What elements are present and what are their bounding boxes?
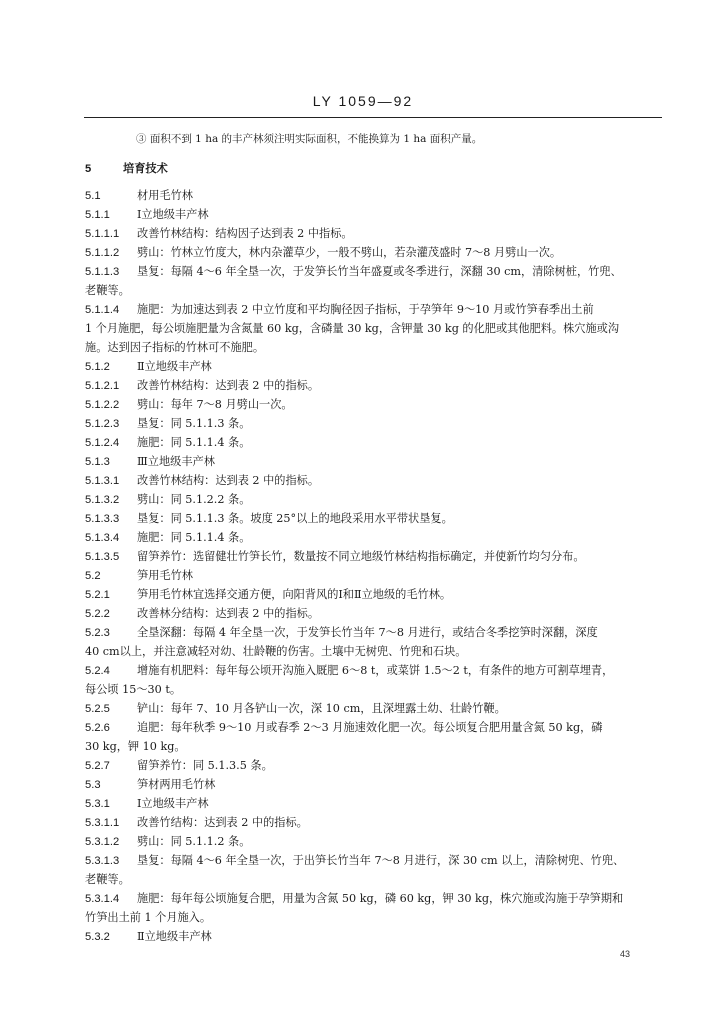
clause-line [85,547,657,566]
clause-line [85,433,657,452]
clause-text: 竹笋出土前 1 个月施入。 [85,911,212,924]
clause-text: 施肥：每年每公顷施复合肥，用量为含氮 50 kg，磷 60 kg，钾 30 kg，株穴施或沟施于孕笋期和 [137,892,624,905]
clause-number: 5.3.1.1 [85,817,120,829]
clause-line [85,832,657,851]
clause-text: 老鞭等。 [85,873,130,886]
clause-line [85,604,657,623]
clause-line [85,718,657,737]
clause-list [85,186,657,946]
clause-number: 5.1.1.2 [85,247,120,259]
clause-number: 5.1.1.3 [85,266,120,278]
clause-line [85,338,657,357]
clause-number: 5.2 [85,570,101,582]
clause-line [85,927,657,946]
clause-number: 5.3.1.3 [85,855,120,867]
clause-text: 施肥：为加速达到表 2 中立竹度和平均胸径因子指标，于孕笋年 9～10 月或竹笋春季出土前 [137,303,594,316]
clause-line [85,357,657,376]
clause-text: 1 个月施肥，每公顷施肥量为含氮量 60 kg，含磷量 30 kg，含钾量 30 kg 的化肥或其他肥料。株穴施或沟 [85,322,620,335]
clause-number: 5.1.3.3 [85,513,120,525]
clause-text: 劈山：同 5.1.1.2 条。 [137,835,251,848]
clause-line [85,661,657,680]
clause-line [85,205,657,224]
clause-line [85,642,657,661]
clause-text: 施肥：同 5.1.1.4 条。 [137,531,251,544]
clause-number: 5.2.4 [85,665,110,677]
clause-number: 5.2.1 [85,589,110,601]
clause-line [85,281,657,300]
clause-line [85,585,657,604]
clause-text: 材用毛竹林 [137,189,193,202]
clause-text: 老鞭等。 [85,284,130,297]
clause-number: 5.1.2.2 [85,399,120,411]
clause-number: 5.3.1 [85,798,110,810]
clause-text: 铲山：每年 7、10 月各铲山一次，深 10 cm，且深埋露土幼、壮龄竹鞭。 [137,702,506,715]
clause-line [85,851,657,870]
table-footnote: ③ 面积不到 1 ha 的丰产林须注明实际面积，不能换算为 1 ha 面积产量。 [136,133,483,145]
clause-line [85,794,657,813]
clause-text: 施肥：同 5.1.1.4 条。 [137,436,251,449]
clause-number: 5.1.2.3 [85,418,120,430]
clause-text: 笋用毛竹林宜选择交通方便，向阳背风的Ⅰ和Ⅱ立地级的毛竹林。 [137,588,452,601]
clause-text: 每公顷 15～30 t。 [85,683,182,696]
clause-number: 5.1.3 [85,456,110,468]
clause-number: 5.2.7 [85,760,110,772]
clause-line [85,376,657,395]
clause-text: 垦复：同 5.1.1.3 条。坡度 25°以上的地段采用水平带状垦复。 [137,512,453,525]
clause-text: 30 kg，钾 10 kg。 [85,740,186,753]
clause-line [85,528,657,547]
clause-number: 5.1.3.5 [85,551,120,563]
clause-number: 5.1.3.4 [85,532,120,544]
clause-line [85,300,657,319]
clause-text: 改善林分结构：达到表 2 中的指标。 [137,607,320,620]
clause-number: 5.1.2.1 [85,380,120,392]
clause-number: 5.2.3 [85,627,110,639]
clause-text: 留笋养竹：同 5.1.3.5 条。 [137,759,273,772]
clause-line [85,452,657,471]
clause-number: 5.1.1.1 [85,228,120,240]
clause-line [85,509,657,528]
clause-text: 改善竹林结构：达到表 2 中的指标。 [137,474,320,487]
clause-number: 5.1.1.4 [85,304,120,316]
clause-number: 5.3.2 [85,931,110,943]
clause-number: 5.2.6 [85,722,110,734]
clause-number: 5.3.1.2 [85,836,120,848]
clause-line [85,756,657,775]
clause-text: 垦复：同 5.1.1.3 条。 [137,417,251,430]
clause-text: 增施有机肥料：每年每公顷开沟施入厩肥 6～8 t，或菜饼 1.5～2 t，有条件的地方可割草埋青， [137,664,614,677]
clause-text: 追肥：每年秋季 9～10 月或春季 2～3 月施速效化肥一次。每公顷复合肥用量含氮 50 kg，磷 [137,721,603,734]
clause-number: 5.1.3.1 [85,475,120,487]
clause-text: 笋材两用毛竹林 [137,778,216,791]
document-header: LY 1059—92 [312,93,414,109]
clause-text: 改善竹结构：达到表 2 中的指标。 [137,816,308,829]
clause-line [85,680,657,699]
clause-line [85,262,657,281]
clause-line [85,224,657,243]
clause-text: 劈山：每年 7～8 月劈山一次。 [137,398,293,411]
clause-text: Ⅰ立地级丰产林 [137,208,209,221]
section-title: 培育技术 [123,161,168,175]
clause-text: 留笋养竹：选留健壮竹笋长竹，数量按不同立地级竹林结构指标确定，并使新竹均匀分布。 [137,550,585,563]
clause-text: 施。达到因子指标的竹林可不施肥。 [85,341,265,354]
section-number: 5 [85,163,92,175]
clause-text: 垦复：每隔 4～6 年全垦一次，于发笋长竹当年盛夏或冬季进行，深翻 30 cm，清除树桩，竹兜、 [137,265,622,278]
clause-number: 5.3 [85,779,101,791]
clause-line [85,908,657,927]
clause-number: 5.1.3.2 [85,494,120,506]
page-number: 43 [620,949,631,959]
clause-text: 劈山：竹林立竹度大，林内杂灌草少，一般不劈山，若杂灌茂盛时 7～8 月劈山一次。 [137,246,562,259]
clause-number: 5.2.2 [85,608,110,620]
clause-text: 改善竹林结构：达到表 2 中的指标。 [137,379,320,392]
clause-line [85,623,657,642]
clause-number: 5.1.2 [85,361,110,373]
clause-text: 40 cm以上，并注意减轻对幼、壮龄鞭的伤害。土壤中无树兜、竹兜和石块。 [85,645,467,658]
header-rule [84,117,662,118]
clause-number: 5.3.1.4 [85,893,120,905]
clause-line [85,889,657,908]
clause-text: Ⅱ立地级丰产林 [137,360,212,373]
clause-line [85,414,657,433]
clause-number: 5.2.5 [85,703,110,715]
clause-text: Ⅰ立地级丰产林 [137,797,209,810]
clause-line [85,395,657,414]
clause-line [85,471,657,490]
clause-number: 5.1.2.4 [85,437,120,449]
clause-line [85,813,657,832]
clause-line [85,490,657,509]
clause-text: 全垦深翻：每隔 4 年全垦一次，于发笋长竹当年 7～8 月进行，或结合冬季挖笋时深翻，深度 [137,626,598,639]
clause-text: Ⅱ立地级丰产林 [137,930,212,943]
clause-line [85,737,657,756]
clause-text: Ⅲ立地级丰产林 [137,455,215,468]
document-body [85,155,657,946]
clause-text: 笋用毛竹林 [137,569,193,582]
clause-line [85,870,657,889]
section-heading [85,159,657,178]
clause-number: 5.1.1 [85,209,110,221]
clause-text: 垦复：每隔 4～6 年全垦一次，于出笋长竹当年 7～8 月进行，深 30 cm 以上，清除树兜、竹兜、 [137,854,625,867]
clause-line [85,566,657,585]
clause-line [85,243,657,262]
clause-number: 5.1 [85,190,101,202]
clause-line [85,186,657,205]
clause-line [85,775,657,794]
clause-line [85,319,657,338]
clause-text: 改善竹林结构：结构因子达到表 2 中指标。 [137,227,353,240]
clause-text: 劈山：同 5.1.2.2 条。 [137,493,251,506]
clause-line [85,699,657,718]
